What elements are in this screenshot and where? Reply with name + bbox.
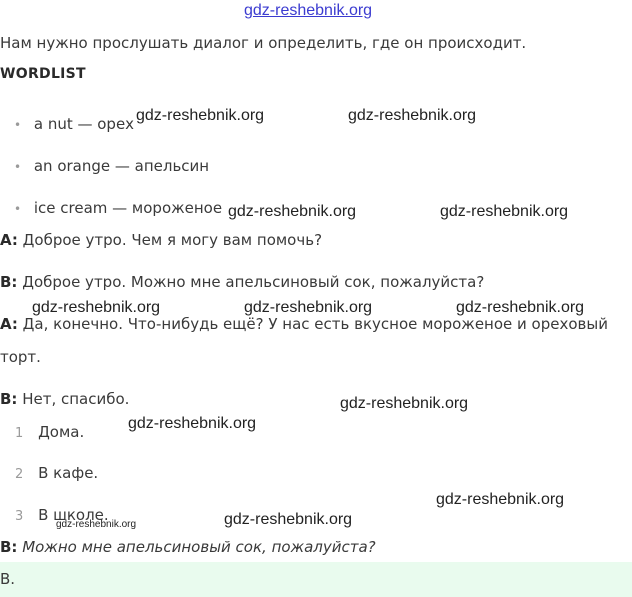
watermark: gdz-reshebnik.org [340,395,469,412]
option-number: 3 [15,509,24,524]
dialog-line [0,231,322,249]
watermark-link[interactable]: gdz-reshebnik.org [244,2,373,19]
answer-field[interactable] [0,562,632,597]
watermark: gdz-reshebnik.org [56,519,137,530]
watermark: gdz-reshebnik.org [436,491,565,508]
option-text: В кафе. [38,464,99,482]
watermark: gdz-reshebnik.org [456,299,585,316]
task-text: Нам нужно прослушать диалог и определить, где он происходит. [0,34,527,52]
option-item [15,423,84,441]
dialog-text: Доброе утро. Чем я могу вам помочь? [22,231,323,249]
question-line [0,538,376,556]
bullet-icon: • [14,202,22,216]
watermark: gdz-reshebnik.org [440,203,569,220]
dialog-line [0,273,484,291]
dialog-text: Нет, спасибо. [22,390,130,408]
option-text: Дома. [38,423,85,441]
option-number: 2 [15,467,24,482]
watermark: gdz-reshebnik.org [32,299,161,316]
wordlist-item-text: ice cream — мороженое [33,199,223,217]
dialog-speaker: A: [0,315,18,333]
bullet-icon: • [14,160,22,174]
wordlist-item-text: an orange — апельсин [33,157,210,175]
watermark: gdz-reshebnik.org [348,107,477,124]
question-text: Можно мне апельсиновый сок, пожалуйста? [22,538,376,556]
wordlist-item [14,115,134,133]
watermark: gdz-reshebnik.org [136,107,265,124]
watermark: gdz-reshebnik.org [224,511,353,528]
dialog-text: Да, конечно. Что-нибудь ещё? У нас есть вкусное мороженое и ореховый [22,315,608,333]
option-item [15,464,98,482]
option-number: 1 [15,426,24,441]
wordlist-heading: WORDLIST [0,66,86,82]
watermark: gdz-reshebnik.org [244,299,373,316]
wordlist-item [14,157,209,175]
watermark: gdz-reshebnik.org [228,203,357,220]
watermark: gdz-reshebnik.org [128,415,257,432]
wordlist-item-text: a nut — орех [33,115,135,133]
dialog-text: Доброе утро. Можно мне апельсиновый сок, пожалуйста? [22,273,485,291]
bullet-icon: • [14,118,22,132]
dialog-line [0,390,129,408]
answer-prefix: B. [0,570,16,588]
question-speaker: B: [0,538,18,556]
dialog-speaker: A: [0,231,18,249]
dialog-continuation: торт. [0,348,41,366]
dialog-speaker: B: [0,273,18,291]
wordlist-item [14,199,222,217]
option-text: В школе. [38,506,109,524]
dialog-speaker: B: [0,390,18,408]
dialog-line [0,315,608,333]
